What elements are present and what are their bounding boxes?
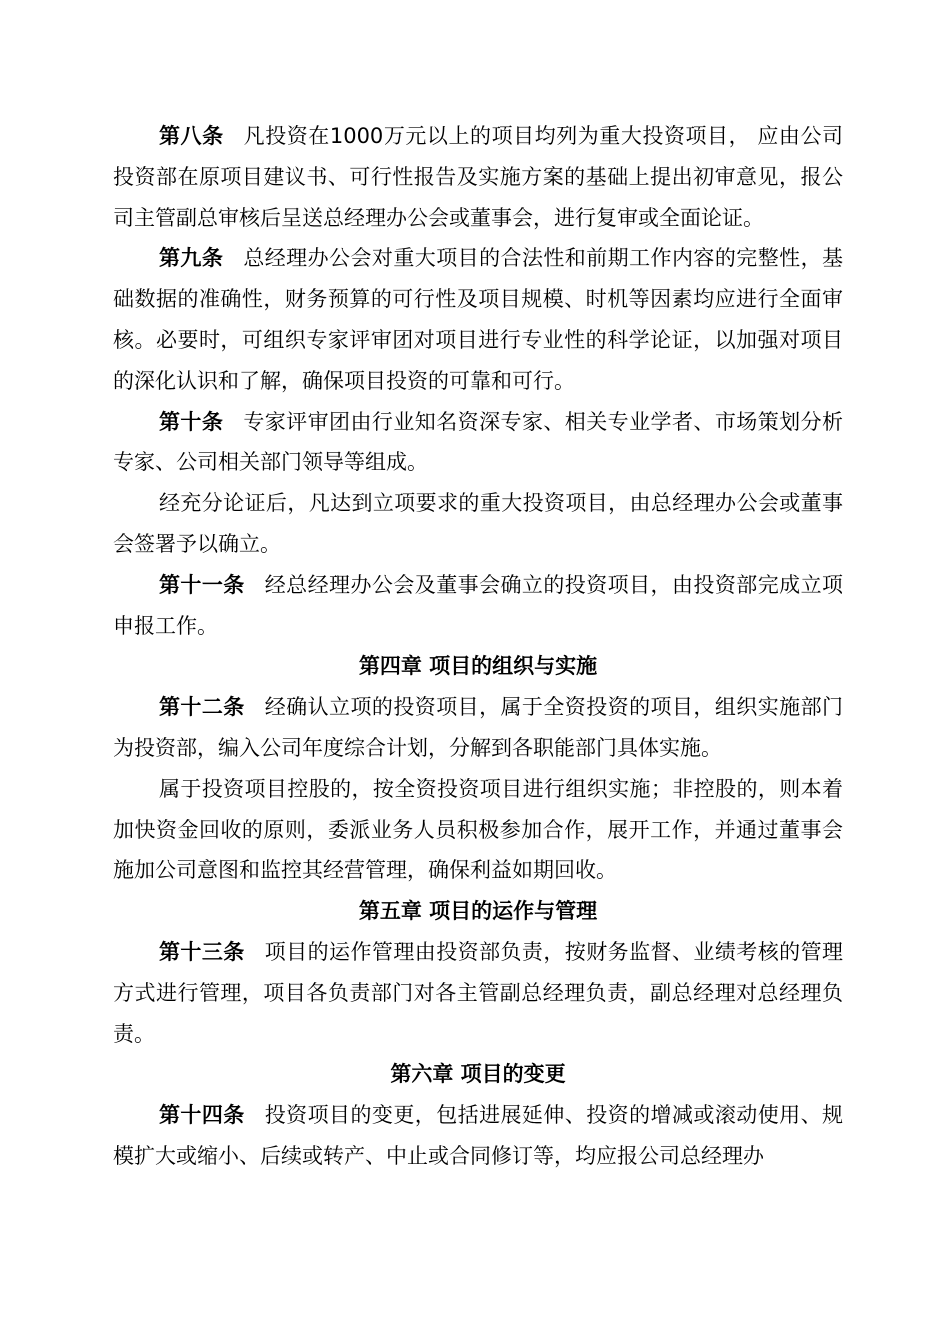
chapter-heading: 第六章 项目的变更: [390, 1062, 566, 1087]
article-text: 凡投资在1000万元以上的项目均列为重大投资项目， 应由公司投资部在原项目建议书、可行性报告及实施方案的基础上提出初审意见，报公司主管副总审核后呈送总经理办公会或董事会，进行复审或全面论证。: [113, 124, 844, 230]
article-13: [113, 932, 843, 1054]
article-label: 第十四条: [159, 1103, 245, 1128]
article-text: 经确认立项的投资项目，属于全资投资的项目，组织实施部门为投资部，编入公司年度综合计划，分解到各职能部门具体实施。: [113, 695, 843, 760]
paragraph: 属于投资项目控股的，按全资投资项目进行组织实施；非控股的，则本着加快资金回收的原则，委派业务人员积极参加合作，展开工作，并通过董事会施加公司意图和监控其经营管理，确保利益如期回收。: [113, 776, 843, 883]
article-10: [113, 402, 843, 484]
article-label: 第九条: [159, 246, 224, 271]
article-12: [113, 687, 843, 769]
article-text: 项目的运作管理由投资部负责，按财务监督、业绩考核的管理方式进行管理，项目各负责部门对各主管副总经理负责，副总经理对总经理负责。: [113, 939, 843, 1046]
article-8: [113, 116, 843, 238]
article-label: 第八条: [159, 124, 224, 148]
article-text: 经总经理办公会及董事会确立的投资项目，由投资部完成立项申报工作。: [113, 572, 843, 638]
article-text: 总经理办公会对重大项目的合法性和前期工作内容的完整性，基础数据的准确性，财务预算的可行性及项目规模、时机等因素均应进行全面审核。必要时，可组织专家评审团对项目进行专业性的科学论证，以加强对项目的深化认识和了解，确保项目投资的可靠和可行。: [113, 246, 844, 393]
chapter-heading: 第五章 项目的运作与管理: [358, 899, 598, 924]
article-14: [113, 1095, 843, 1177]
article-label: 第十条: [159, 409, 224, 434]
article-label: 第十三条: [159, 939, 245, 964]
document-page: [113, 116, 843, 1177]
chapter-heading: 第四章 项目的组织与实施: [358, 654, 598, 679]
article-text: 专家评审团由行业知名资深专家、相关专业学者、市场策划分析专家、公司相关部门领导等组成。: [113, 409, 844, 475]
article-label: 第十二条: [159, 695, 245, 720]
article-label: 第十一条: [159, 572, 245, 597]
article-11: [113, 565, 843, 647]
paragraph: 经充分论证后，凡达到立项要求的重大投资项目，由总经理办公会或董事会签署予以确立。: [113, 491, 843, 556]
article-text: 投资项目的变更，包括进展延伸、投资的增减或滚动使用、规模扩大或缩小、后续或转产、中止或合同修订等，均应报公司总经理办: [113, 1103, 843, 1168]
article-9: [113, 238, 843, 401]
